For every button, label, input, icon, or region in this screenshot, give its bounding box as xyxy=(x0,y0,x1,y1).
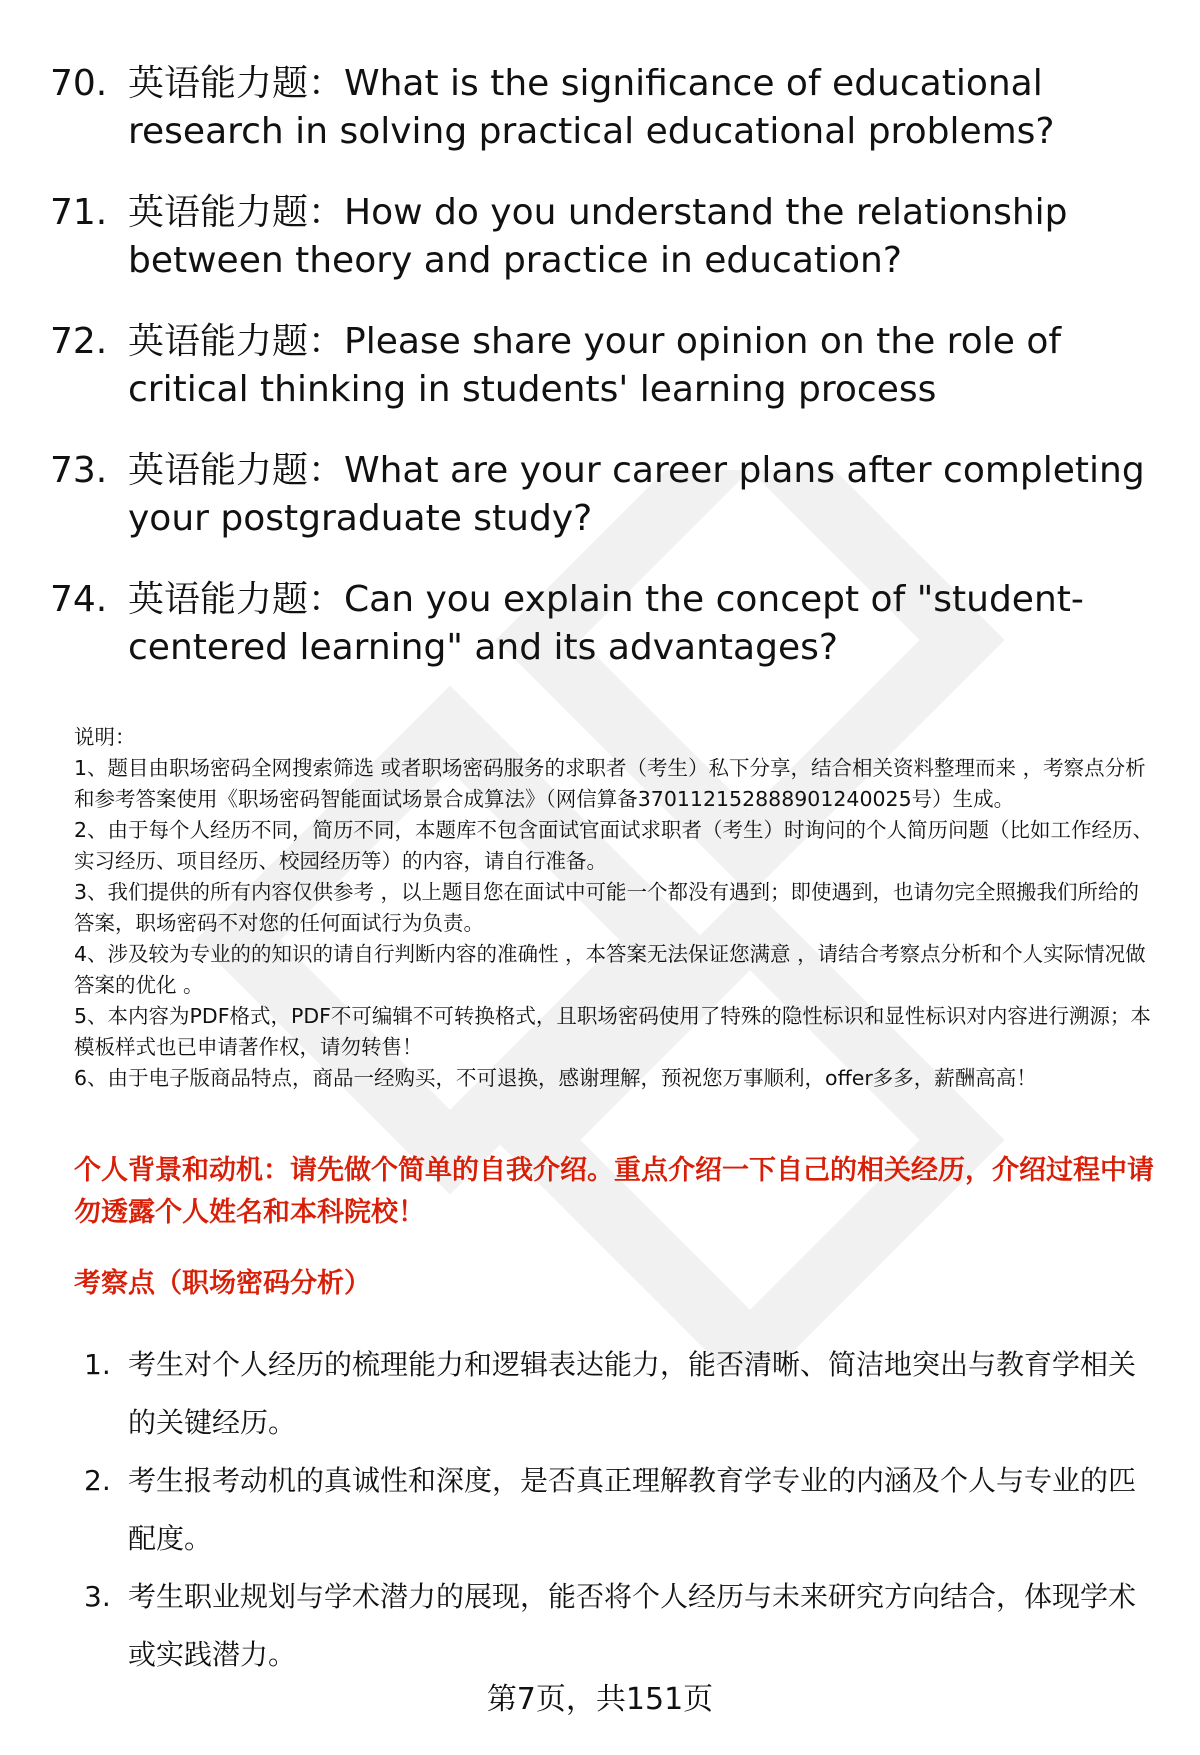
question-text: 英语能力题：What is the significance of educational research in solving practical educational problems? xyxy=(128,63,1055,152)
point-text: 考生职业规划与学术潜力的展现，能否将个人经历与未来研究方向结合，体现学术或实践潜力。 xyxy=(128,1580,1137,1671)
question-number: 71. xyxy=(50,192,108,233)
point-text: 考生对个人经历的梳理能力和逻辑表达能力，能否清晰、简洁地突出与教育学相关的关键经历。 xyxy=(128,1348,1137,1439)
note-item: 6、由于电子版商品特点，商品一经购买，不可退换，感谢理解，预祝您万事顺利，offer多多，薪酬高高！ xyxy=(74,1066,1037,1090)
points-list xyxy=(84,1336,1144,1684)
question-number: 73. xyxy=(50,450,108,491)
point-item xyxy=(84,1336,1144,1452)
point-text: 考生报考动机的真诚性和深度，是否真正理解教育学专业的内涵及个人与专业的匹配度。 xyxy=(128,1464,1137,1555)
note-item: 1、题目由职场密码全网搜索筛选 或者职场密码服务的求职者（考生）私下分享，结合相关资料整理而来 ，考察点分析和参考答案使用《职场密码智能面试场景合成算法》（网信算备370112152888901240025号）生成。 xyxy=(74,756,1146,811)
section-title: 个人背景和动机：请先做个简单的自我介绍。重点介绍一下自己的相关经历，介绍过程中请勿透露个人姓名和本科院校！ xyxy=(74,1155,1154,1228)
question-number: 74. xyxy=(50,579,108,620)
note-item: 5、本内容为PDF格式，PDF不可编辑不可转换格式，且职场密码使用了特殊的隐性标识和显性标识对内容进行溯源；本模板样式也已申请著作权，请勿转售！ xyxy=(74,1004,1151,1059)
question-item xyxy=(50,60,1160,156)
point-number: 2. xyxy=(84,1464,111,1497)
question-text: 英语能力题：Can you explain the concept of "student-centered learning" and its advantages? xyxy=(128,579,1084,668)
note-item: 4、涉及较为专业的的知识的请自行判断内容的准确性 ，本答案无法保证您满意 ，请结合考察点分析和个人实际情况做答案的优化 。 xyxy=(74,942,1146,997)
point-number: 1. xyxy=(84,1348,111,1381)
question-text: 英语能力题：Please share your opinion on the role of critical thinking in students' learning process xyxy=(128,321,1062,410)
question-item xyxy=(50,447,1160,543)
question-number: 70. xyxy=(50,63,108,104)
question-item xyxy=(50,576,1160,672)
question-text: 英语能力题：How do you understand the relationship between theory and practice in education? xyxy=(128,192,1068,281)
notes-section xyxy=(74,722,1154,1094)
point-item xyxy=(84,1568,1144,1684)
question-text: 英语能力题：What are your career plans after completing your postgraduate study? xyxy=(128,450,1145,539)
page-number: 第7页，共151页 xyxy=(486,1682,714,1717)
note-item: 3、我们提供的所有内容仅供参考 ，以上题目您在面试中可能一个都没有遇到；即使遇到，也请勿完全照搬我们所给的答案，职场密码不对您的任何面试行为负责。 xyxy=(74,880,1140,935)
note-item: 2、由于每个人经历不同，简历不同，本题库不包含面试官面试求职者（考生）时询问的个人简历问题（比如工作经历、实习经历、项目经历、校园经历等）的内容，请自行准备。 xyxy=(74,818,1154,873)
question-number: 72. xyxy=(50,321,108,362)
notes-heading: 说明： xyxy=(74,725,136,749)
point-number: 3. xyxy=(84,1580,111,1613)
section-subtitle: 考察点（职场密码分析） xyxy=(74,1268,371,1299)
question-item xyxy=(50,318,1160,414)
question-list xyxy=(50,60,1160,705)
question-item xyxy=(50,189,1160,285)
point-item xyxy=(84,1452,1144,1568)
